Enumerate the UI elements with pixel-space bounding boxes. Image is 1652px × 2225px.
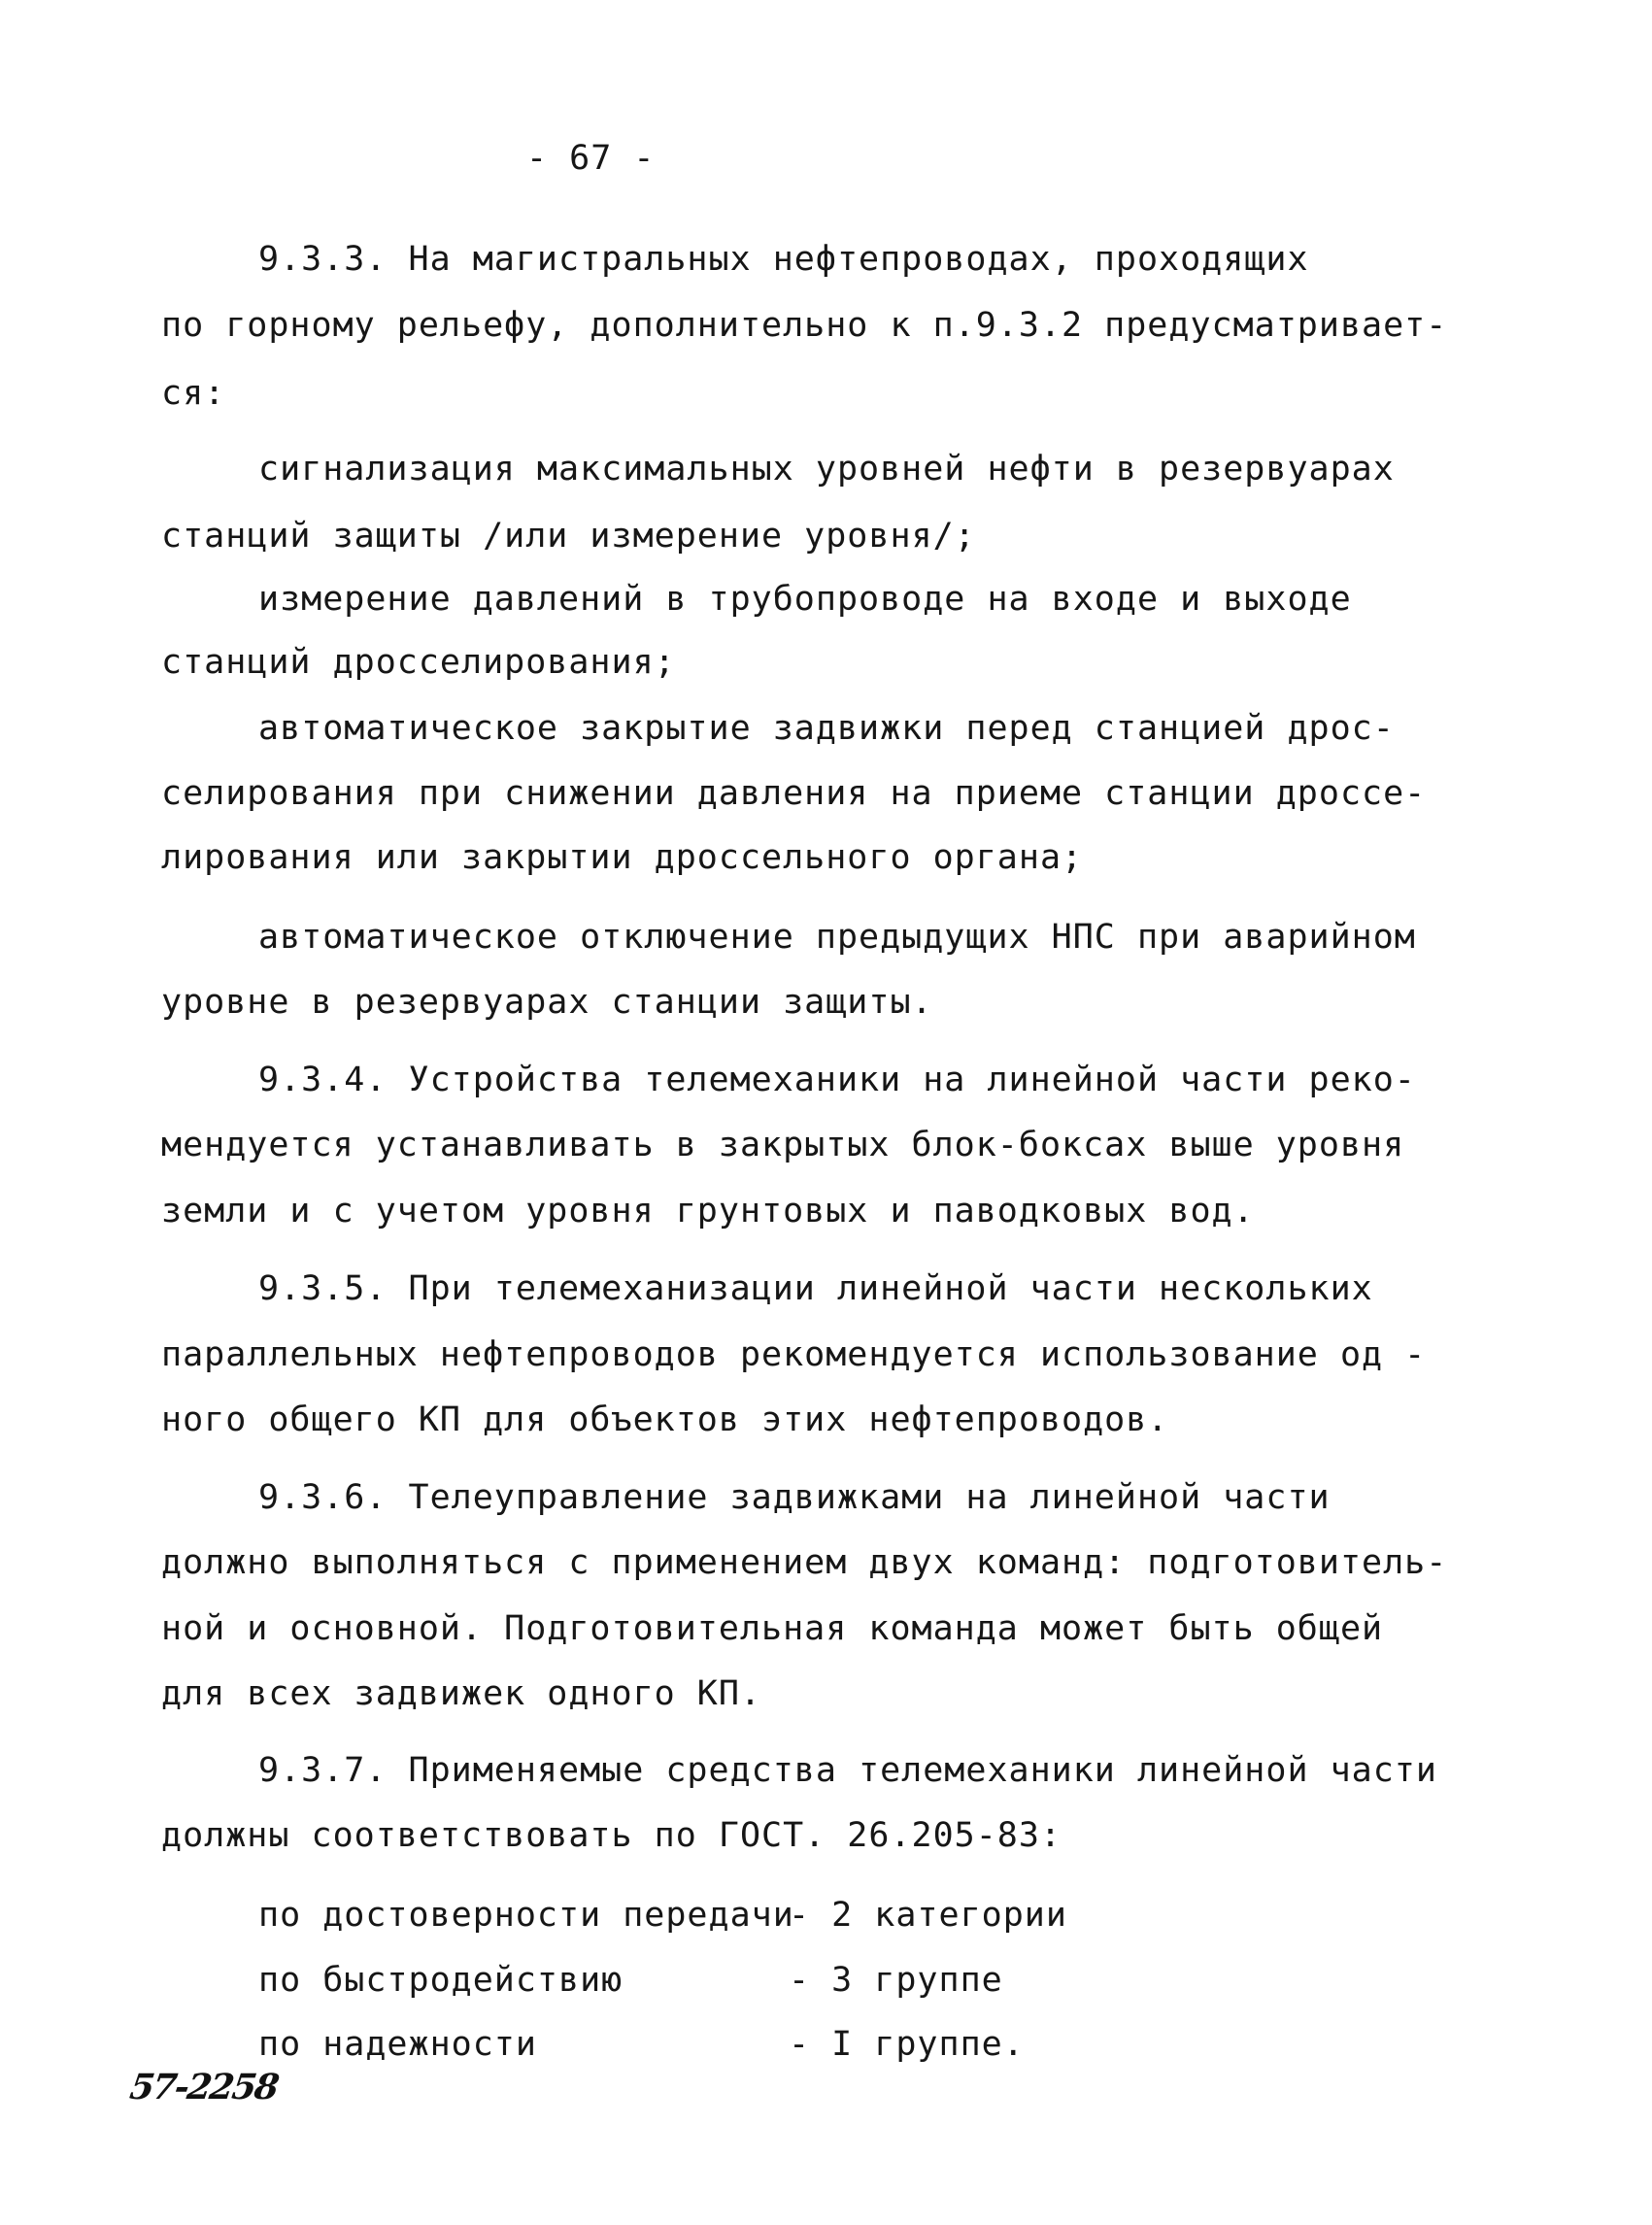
item-station-shutdown-line-1: автоматическое отключение предыдущих НПС при аварийном	[258, 918, 1416, 957]
section-9-3-5-line-2: параллельных нефтепроводов рекомендуется использование од -	[161, 1335, 1427, 1374]
section-9-3-6-line-1: 9.3.6. Телеуправление задвижками на линейной части	[258, 1478, 1331, 1517]
section-9-3-4-line-1: 9.3.4. Устройства телемеханики на линейной части реко-	[258, 1061, 1416, 1099]
section-9-3-3-line-3: ся:	[161, 374, 226, 413]
item-valve-closure-line-2: селирования при снижении давления на приеме станции дроссе-	[161, 774, 1427, 813]
item-pressure-measurement-line-1: измерение давлений в трубопроводе на входе и выходе	[258, 580, 1352, 619]
requirement-criterion: по быстродействию	[258, 1961, 624, 2000]
item-valve-closure-line-1: автоматическое закрытие задвижки перед станцией дрос-	[258, 709, 1395, 748]
item-pressure-measurement-line-2: станций дросселирования;	[161, 643, 676, 682]
section-9-3-5-line-1: 9.3.5. При телемеханизации линейной части нескольких	[258, 1269, 1373, 1308]
item-level-alarm-line-1: сигнализация максимальных уровней нефти в резервуарах	[258, 450, 1395, 489]
section-9-3-6-line-4: для всех задвижек одного КП.	[161, 1674, 762, 1713]
handwritten-archive-mark: 57-2258	[127, 2067, 281, 2107]
section-9-3-3-line-1: 9.3.3. На магистральных нефтепроводах, проходящих	[258, 240, 1309, 279]
item-level-alarm-line-2: станций защиты /или измерение уровня/;	[161, 517, 976, 556]
requirement-value: - I группе.	[789, 2025, 1025, 2064]
section-9-3-4-line-2: мендуется устанавливать в закрытых блок-боксах выше уровня	[161, 1126, 1405, 1164]
section-9-3-7-line-1: 9.3.7. Применяемые средства телемеханики линейной части	[258, 1751, 1437, 1790]
section-9-3-5-line-3: ного общего КП для объектов этих нефтепроводов.	[161, 1400, 1169, 1439]
section-9-3-3-line-2: по горному рельефу, дополнительно к п.9.3.2 предусматривает-	[161, 306, 1448, 345]
section-9-3-4-line-3: земли и с учетом уровня грунтовых и паводковых вод.	[161, 1192, 1255, 1230]
requirement-criterion: по надежности	[258, 2025, 537, 2064]
section-9-3-6-line-2: должно выполняться с применением двух команд: подготовитель-	[161, 1543, 1448, 1582]
requirement-value: - 3 группе	[789, 1961, 1003, 2000]
page-number: - 67 -	[526, 139, 656, 178]
section-9-3-7-line-2: должны соответствовать по ГОСТ. 26.205-83:	[161, 1816, 1062, 1855]
item-station-shutdown-line-2: уровне в резервуарах станции защиты.	[161, 983, 933, 1022]
requirement-criterion: по достоверности передачи	[258, 1896, 794, 1935]
item-valve-closure-line-3: лирования или закрытии дроссельного органа;	[161, 838, 1084, 877]
section-9-3-6-line-3: ной и основной. Подготовительная команда может быть общей	[161, 1609, 1384, 1648]
requirement-value: - 2 категории	[789, 1896, 1067, 1935]
